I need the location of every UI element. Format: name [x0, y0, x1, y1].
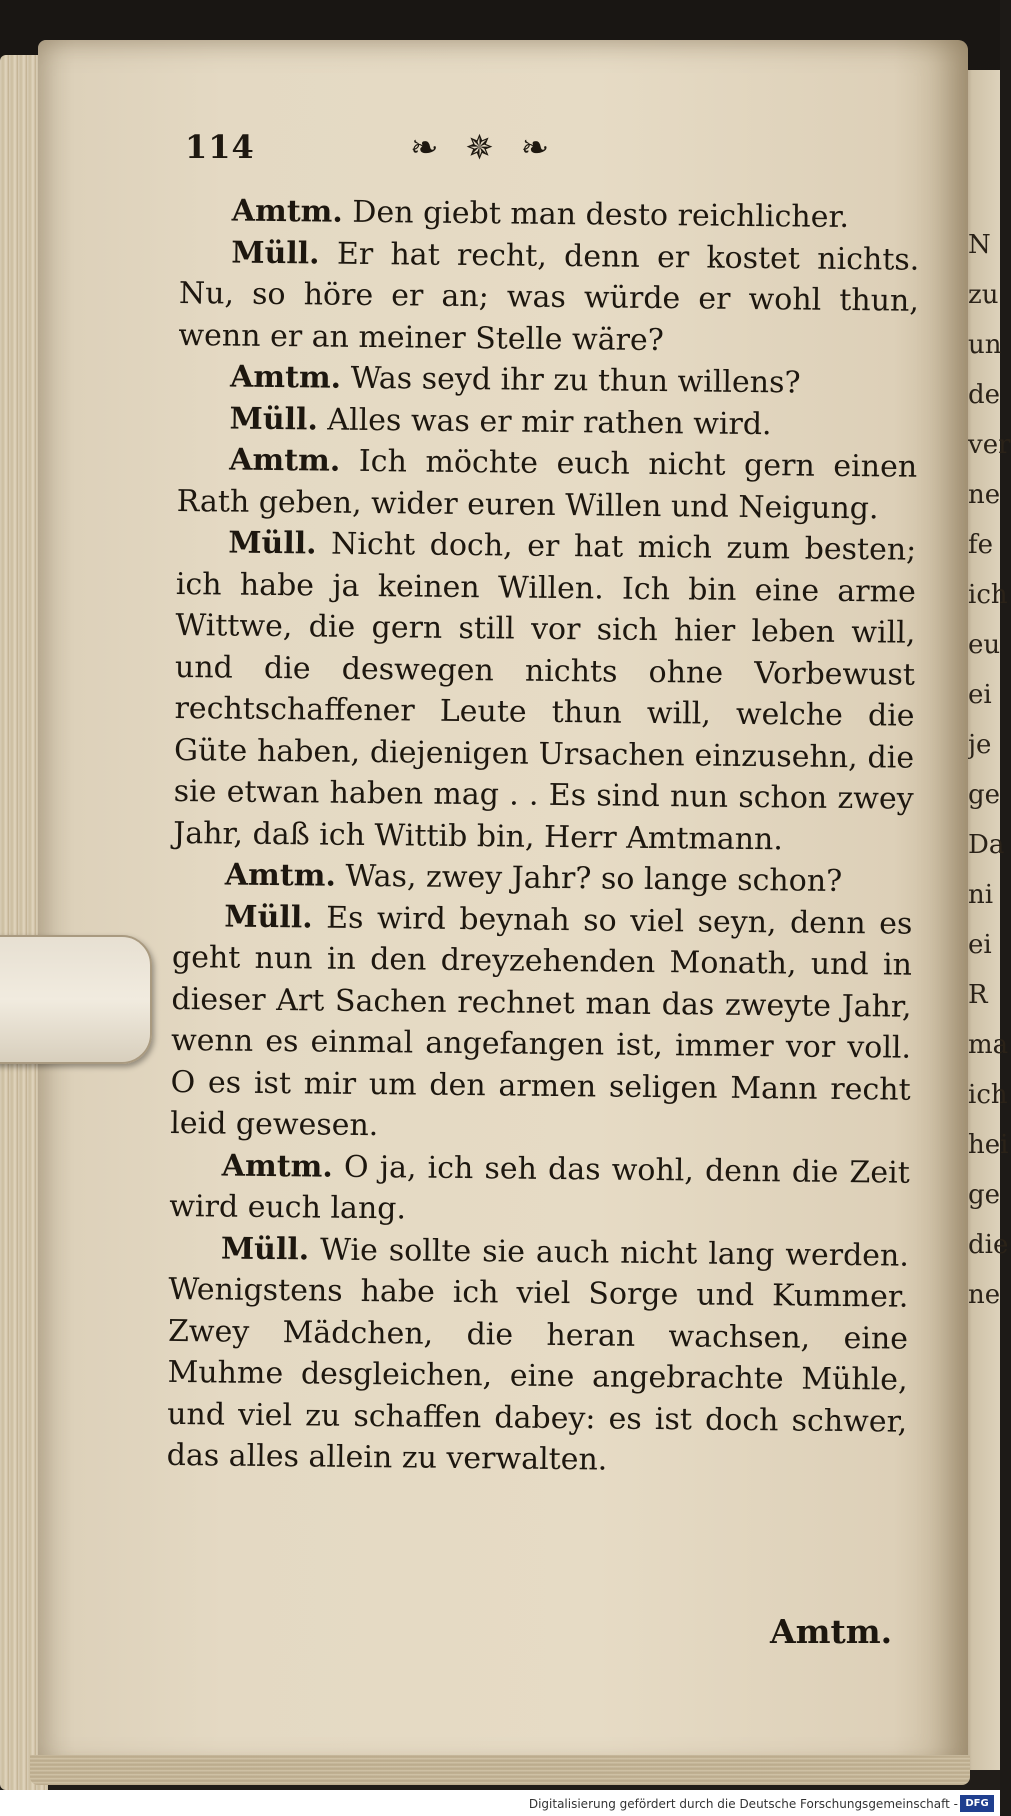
facing-page-fragment: un: [968, 330, 1002, 360]
facing-page-fragment: Da: [968, 830, 1005, 860]
facing-page-fragment: ich: [968, 580, 1008, 610]
footer-credit: Digitalisierung gefördert durch die Deutsche Forschungsgemeinschaft -: [528, 1797, 958, 1811]
speaker-label: Amtm.: [231, 193, 344, 230]
speech-text: Nicht doch, er hat mich zum besten; ich habe ja keinen Willen. Ich bin eine arme Wittwe, die gern still vor sich hier leben will, und die deswegen nichts ohne Vorbewust rechtschaffener Leute thun will, welche die Güte haben, diejenigen Ursachen einzusehn, die sie etwan haben mag . . Es sind nun schon zwey Jahr, daß ich Wittib bin, Herr Amtmann.: [173, 526, 917, 857]
speaker-label: Amtm.: [228, 442, 341, 479]
facing-page-fragment: fe: [968, 530, 994, 560]
speech-paragraph: [173, 522, 916, 862]
facing-page-fragment: ei: [968, 930, 992, 960]
facing-page-fragment: ich: [968, 1080, 1008, 1110]
facing-page-fragment: hei: [968, 1130, 1009, 1160]
speech-paragraph: [178, 356, 918, 405]
page-number: 114: [185, 128, 255, 166]
facing-page-fragment: ma: [968, 1030, 1009, 1060]
facing-page-fragment: ge: [968, 1180, 1001, 1210]
speech-text: Es wird beynah so viel seyn, denn es geht nun in den dreyzehenden Monath, und in dieser Art Sachen rechnet man das zweyte Jahr, wenn es einmal angefangen ist, immer vor voll. O es ist mir um den armen seligen Mann recht leid gewesen.: [170, 900, 913, 1144]
speaker-label: Amtm.: [221, 1147, 334, 1185]
bookmark-strip: [0, 935, 152, 1064]
facing-page-fragment: eu: [968, 630, 1001, 660]
facing-page-fragment: ni: [968, 880, 994, 910]
speech-paragraph: [170, 895, 913, 1152]
speech-text: Ich möchte euch nicht gern einen Rath geben, wider euren Willen und Neigung.: [176, 443, 918, 526]
speech-text: Alles was er mir rathen wird.: [327, 402, 772, 442]
facing-page-text: [968, 220, 1011, 1320]
facing-page-fragment: R: [968, 980, 988, 1010]
speech-paragraph: [173, 854, 913, 903]
facing-page-fragment: je: [968, 730, 992, 760]
header-ornament: ❧ ✵ ❧: [410, 128, 558, 168]
speech-paragraph: [169, 1144, 910, 1235]
speech-text: Wie sollte sie auch nicht lang werden. Wenigstens habe ich viel Sorge und Kummer. Zwey Mädchen, die heran wachsen, eine Muhme desgleichen, eine angebrachte Mühle, und viel zu schaffen dabey: es ist doch schwer, das alles allein zu verwalten.: [166, 1232, 910, 1478]
speaker-label: Amtm.: [224, 857, 337, 894]
facing-page-fragment: ne: [968, 1280, 1001, 1310]
page-text: [167, 190, 920, 1484]
speaker-label: Amtm.: [229, 359, 342, 396]
facing-page-fragment: ei: [968, 680, 992, 710]
page-edges-bottom: [30, 1755, 970, 1785]
speech-text: Den giebt man desto reichlicher.: [352, 194, 850, 236]
dfg-logo: DFG: [960, 1795, 994, 1812]
facing-page-fragment: zu: [968, 280, 999, 310]
facing-page-fragment: ge: [968, 780, 1001, 810]
page-header: [185, 128, 745, 178]
facing-page-fragment: de: [968, 380, 1001, 410]
speaker-label: Müll.: [231, 235, 320, 271]
speaker-label: Müll.: [224, 899, 313, 935]
speech-paragraph: [177, 439, 918, 530]
speaker-label: Müll.: [229, 401, 319, 437]
speaker-label: Müll.: [220, 1230, 310, 1267]
speaker-label: Müll.: [228, 525, 317, 562]
speech-paragraph: [180, 190, 920, 239]
speech-paragraph: [178, 231, 919, 363]
facing-page-fragment: N: [968, 230, 991, 260]
speech-text: Was, zwey Jahr? so lange schon?: [345, 858, 843, 899]
facing-page-fragment: die: [968, 1230, 1009, 1260]
speech-text: Er hat recht, denn er kostet nichts. Nu, so höre er an; was würde er wohl thun, wenn er an meiner Stelle wäre?: [178, 236, 920, 358]
catchword: Amtm.: [770, 1612, 893, 1651]
speech-text: Was seyd ihr zu thun willens?: [350, 360, 801, 401]
speech-paragraph: [167, 1227, 910, 1484]
facing-page-fragment: ne: [968, 480, 1001, 510]
facing-page-fragment: ver: [968, 430, 1011, 460]
speech-text: O ja, ich seh das wohl, denn die Zeit wird euch lang.: [169, 1149, 910, 1227]
